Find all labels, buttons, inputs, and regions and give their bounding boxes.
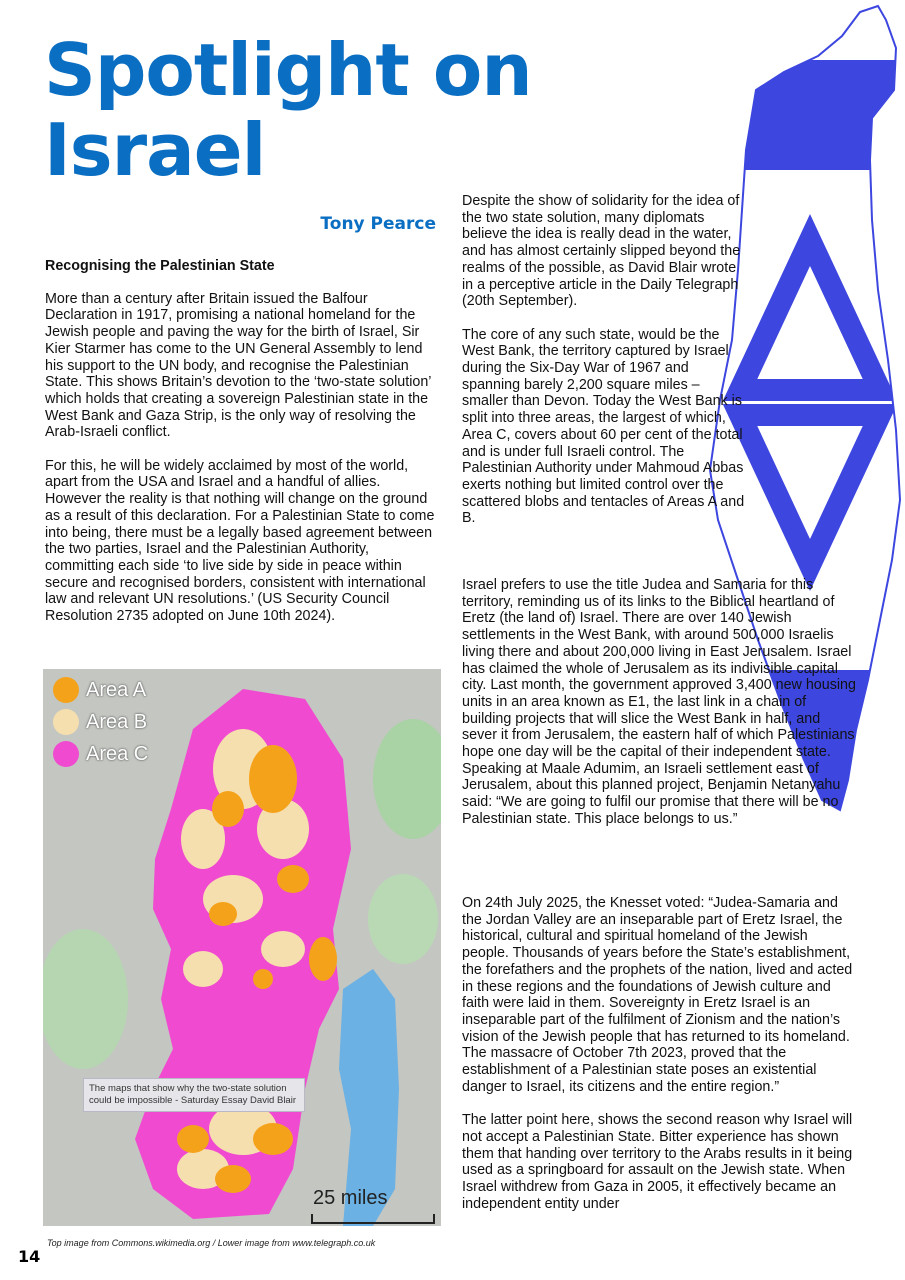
paragraph: On 24th July 2025, the Knesset voted: “Judea-Samaria and the Jordan Valley are an inseparable part of Eretz Israel, the historical, cultural and spiritual homeland of the Jewish people. Thousands of years before the State’s establishment, the forefathers and the prophets of the nation, lived and acted in these regions and the foundations of Jewish culture and faith were laid in them. Sovereignty in Eretz Israel is an inseparable part of the fulfilment of Zionism and the nation’s vision of the Jewish people that has returned to its homeland. The massacre of October 7th 2023, proved that the establishment of a Palestinian state poses an existential danger to Israel, its citizens and the entire region.” xyxy=(462,895,853,1095)
page-title xyxy=(44,30,564,190)
legend-swatch-icon xyxy=(53,709,79,735)
legend-label: Area B xyxy=(86,711,148,733)
legend-swatch-icon xyxy=(53,677,79,703)
page-number: 14 xyxy=(18,1247,41,1266)
scale-label: 25 miles xyxy=(313,1187,388,1209)
right-column-middle xyxy=(462,577,857,844)
map-caption: The maps that show why the two-state solution could be impossible - Saturday Essay David Blair xyxy=(83,1078,305,1112)
paragraph: For this, he will be widely acclaimed by most of the world, apart from the USA and Israel and a handful of allies. However the reality is that nothing will change on the ground as a result of this declaration. For a Palestinian State to come into being, there must be a legally based agreement between the two parties, Israel and the Palestinian Authority, committing each side ‘to live side by side in peace within secure and recognised borders, consistent with international law and relevant UN resolutions.’ (US Security Council Resolution 2735 adopted on June 10th 2024). xyxy=(45,457,435,625)
legend-label: Area A xyxy=(86,679,147,701)
right-column-bottom xyxy=(462,895,857,1229)
paragraph: The latter point here, shows the second reason why Israel will not accept a Palestinian State. Bitter experience has shown them that handing over territory to the Arabs results in it being used as a springboard for assault on the Jewish state. When Israel withdrew from Gaza in 2005, it effectively became an independent entity under xyxy=(462,1112,853,1212)
paragraph: More than a century after Britain issued the Balfour Declaration in 1917, promising a national homeland for the Jewish people and paving the way for the birth of Israel, Sir Kier Starmer has come to the UN General Assembly to lend his support to the UN body, and recognise the Palestinian State. This shows Britain’s devotion to the ‘two-state solution’ which holds that creating a sovereign Palestinian state in the West Bank and Gaza Strip, is the only way of resolving the Arab-Israeli conflict. xyxy=(45,290,431,441)
section-heading: Recognising the Palestinian State xyxy=(45,258,275,274)
scale-bar xyxy=(311,1214,435,1224)
legend-swatch-icon xyxy=(53,741,79,767)
paragraph: The core of any such state, would be the West Bank, the territory captured by Israel during the Six-Day War of 1967 and spanning barely 2,200 square miles – smaller than Devon. Today the West Bank is split into three areas, the largest of which, Area C, covers about 60 per cent of the total and is under full Israeli control. The Palestinian Authority under Mahmoud Abbas exerts nothing but limited control over the scattered blobs and tentacles of Areas A and B. xyxy=(462,326,745,527)
west-bank-areas-map-image xyxy=(43,669,441,1226)
legend-label: Area C xyxy=(86,743,149,765)
author-byline: Tony Pearce xyxy=(320,214,436,234)
left-column xyxy=(45,258,437,641)
right-column-top xyxy=(462,193,747,544)
image-credit: Top image from Commons.wikimedia.org / Lower image from www.telegraph.co.uk xyxy=(47,1238,376,1248)
title-line-2: Israel xyxy=(44,108,266,192)
paragraph: Despite the show of solidarity for the idea of the two state solution, many diplomats believe the idea is really dead in the water, and has almost certainly slipped beyond the realms of the possible, as David Blair wrote in a perceptive article in the Daily Telegraph (20th September). xyxy=(462,193,741,310)
paragraph: Israel prefers to use the title Judea and Samaria for this territory, reminding us of its links to the Biblical heartland of Eretz (the land of) Israel. There are over 140 Jewish settlements in the West Bank, with around 500,000 Israelis living there and about 200,000 living in East Jerusalem. Israel has claimed the whole of Jerusalem as its indivisible capital city. Last month, the government approved 3,400 new housing units in an area known as E1, the last link in a chain of building projects that will slice the West Bank in half, and sever it from Jerusalem, the eastern half of which Palestinians hope one day will be the capital of their independent state. Speaking at Maale Adumim, an Israeli settlement east of Jerusalem, about this planned project, Benjamin Netanyahu said: “We are going to fulfil our promise that there will be no Palestinian state. This place belongs to us.” xyxy=(462,577,856,827)
title-line-1: Spotlight on xyxy=(44,28,532,112)
